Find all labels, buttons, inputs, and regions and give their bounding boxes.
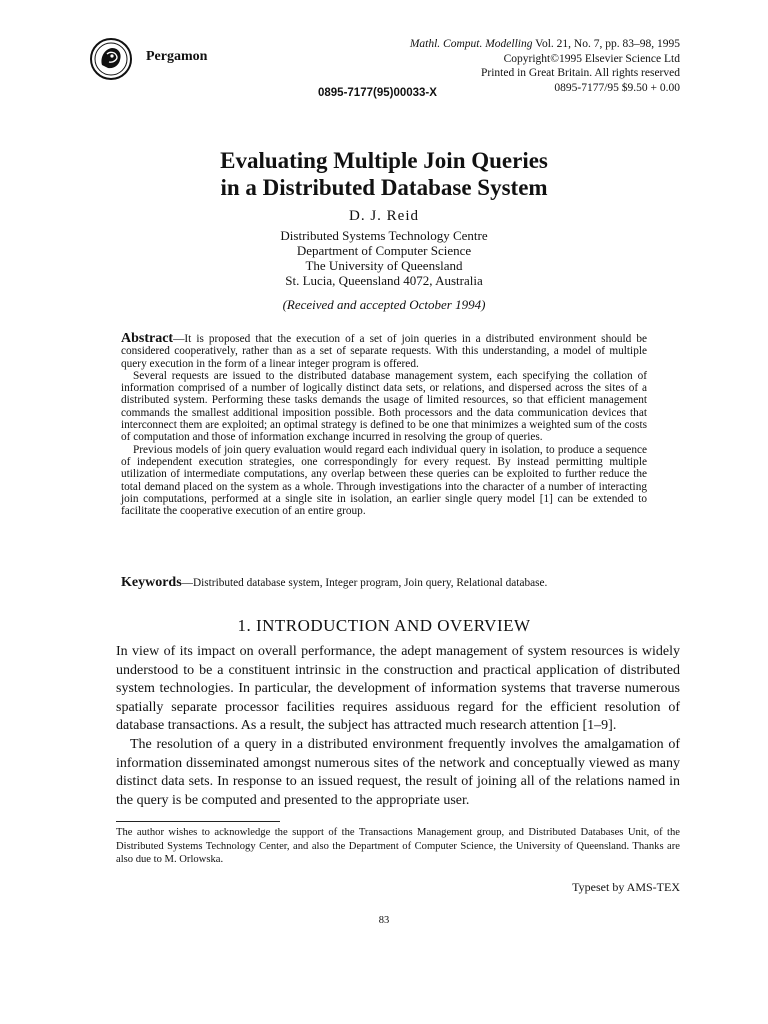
doi: 0895-7177(95)00033-X (318, 87, 437, 99)
printed-line: Printed in Great Britain. All rights reserved (481, 67, 680, 79)
footnote: The author wishes to acknowledge the support of the Transactions Management group, and Distributed Databases Unit, of the Distributed Systems Technology Center, and also the Department of Computer Science, the University of Queensland. Thanks are also due to M. Orlowska. (116, 827, 680, 865)
title-line-2: in a Distributed Database System (220, 175, 548, 200)
affiliation-line: The University of Queensland (305, 258, 463, 273)
abstract-text: —It is proposed that the execution of a set of join queries in a distributed environment should be considered cooperatively, rather than as a set of separate requests. With this understanding, a model of multiple query execution in the form of a linear integer program is offered. (121, 333, 647, 370)
price-line: 0895-7177/95 $9.50 + 0.00 (554, 81, 680, 94)
publisher-name: Pergamon (146, 49, 208, 64)
publisher-logo (90, 38, 132, 80)
abstract-paragraph: Several requests are issued to the distributed database management system, each specifying the collation of information comprised of a number of logically distinct data sets, or relations, and dispersed across the sites of a distributed system. Performing these tasks demands the usage of limited resources, so that efficient management commands the smallest additional imposition possible. Both processors and the data communication devices that interconnect them are exploited; an optimal strategy is defined to be one that minimizes a weighted sum of the costs of computation and those of information exchange incurred in resolving the group of queries. (121, 369, 647, 444)
affiliation-line: Distributed Systems Technology Centre (280, 228, 488, 243)
author-block (0, 209, 768, 312)
journal-info (410, 37, 680, 95)
journal-name: Mathl. Comput. Modelling (409, 38, 533, 50)
keywords-lead: Keywords (121, 575, 182, 590)
abstract-lead: Abstract (121, 331, 174, 346)
author-name: D. J. Reid (349, 208, 419, 224)
title-line-1: Evaluating Multiple Join Queries (220, 148, 548, 173)
section-heading: 1. INTRODUCTION AND OVERVIEW (237, 616, 531, 635)
keywords-text: —Distributed database system, Integer program, Join query, Relational database. (181, 577, 548, 589)
keywords (121, 576, 647, 590)
affiliation-line: St. Lucia, Queensland 4072, Australia (285, 273, 483, 288)
abstract-paragraph (121, 333, 647, 370)
footnote-rule (116, 821, 280, 822)
affiliation-line: Department of Computer Science (296, 243, 472, 258)
copyright-line: Copyright©1995 Elsevier Science Ltd (503, 52, 680, 65)
journal-issue: Vol. 21, No. 7, pp. 83–98, 1995 (532, 38, 680, 50)
abstract-paragraph: Previous models of join query evaluation would regard each individual query in isolation, to produce a sequence of independent execution strategies, one correspondingly for every request. By instead permitting multiple utilization of intermediate computations, any overlap between these queries can be exploited to further reduce the total demand placed on the system as a whole. Through investigations into the character of a number of interacting join computations, performed at a single site in isolation, an earlier single query model [1] can be extended to facilitate the cooperative execution of an entire group. (121, 443, 647, 518)
body-paragraph: In view of its impact on overall performance, the adept management of system resources is widely understood to be a constituent intrinsic in the construction and practical application of distributed system technologies. In particular, the development of information systems that traverse numerous spatially separate processor facilities requires assiduous regard for the efficient resolution of database transactions. As a result, the subject has attracted much research attention [1–9]. (116, 644, 680, 734)
section-body (116, 643, 680, 810)
abstract (121, 333, 647, 517)
page-number: 83 (378, 915, 390, 926)
paper-title (0, 147, 768, 201)
typeset-note: Typeset by AMS-TEX (572, 880, 680, 894)
body-paragraph: The resolution of a query in a distributed environment frequently involves the amalgamation of information disseminated amongst numerous sites of the network and conceptually viewed as many distinct data sets. In response to an issued request, the result of joining all of the relations named in the query is be computed and presented to the appropriate user. (116, 736, 680, 808)
received-date: (Received and accepted October 1994) (282, 297, 486, 312)
